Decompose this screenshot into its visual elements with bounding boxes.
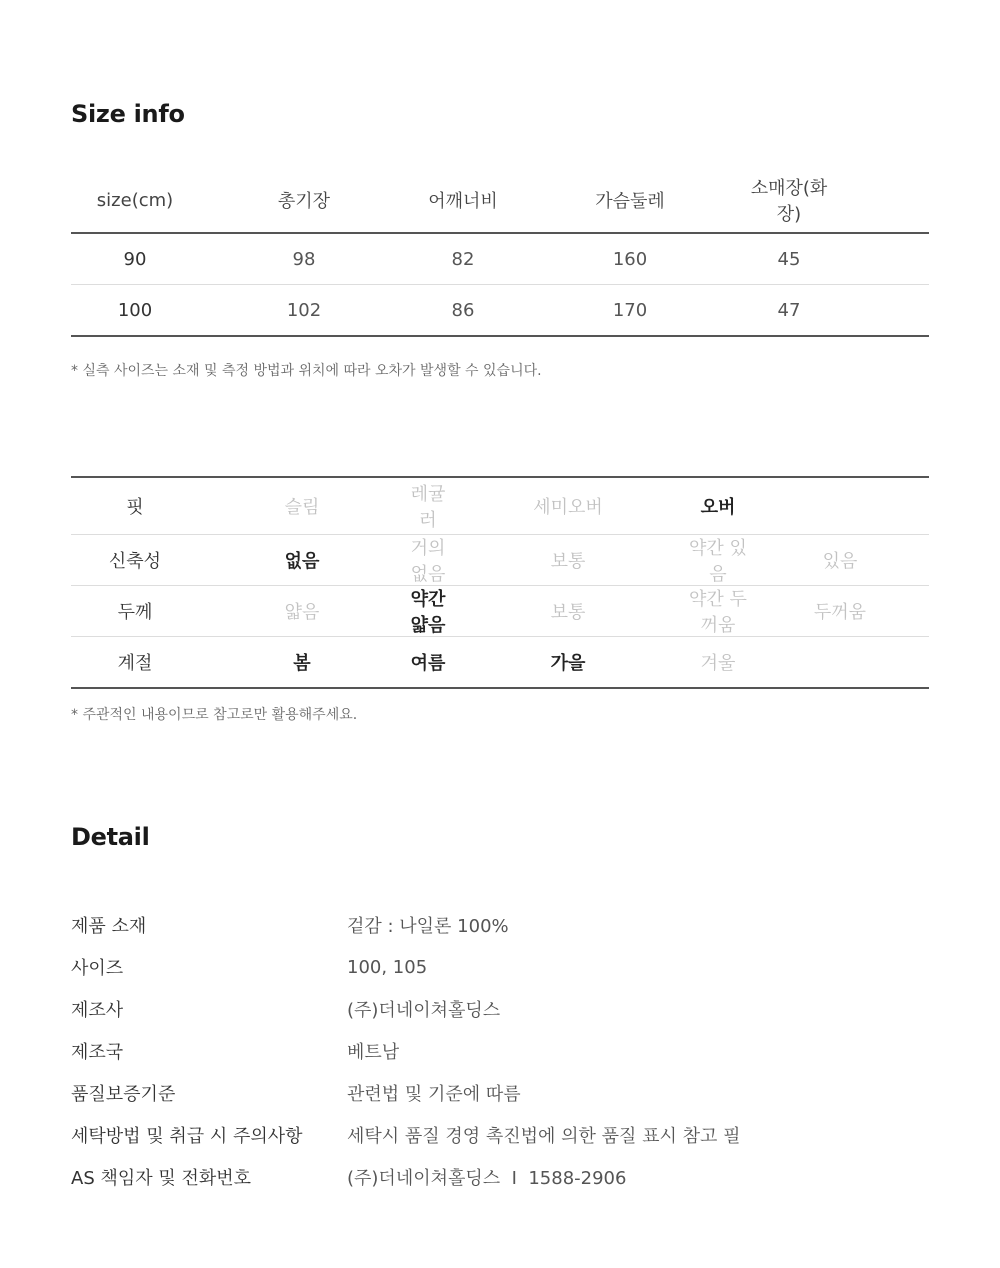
fit-option: 보통 <box>550 602 586 623</box>
detail-title: Detail <box>71 823 150 851</box>
fit-option: 있음 <box>822 551 858 572</box>
detail-value: 100, 105 <box>347 956 428 978</box>
fit-row-label: 계절 <box>117 653 153 674</box>
detail-label: 제조국 <box>71 1042 124 1063</box>
fit-note: * 주관적인 내용이므로 참고로만 활용해주세요. <box>71 707 358 723</box>
fit-option: 겨울 <box>700 653 736 674</box>
fit-option: 약간 있음 <box>689 538 747 585</box>
size-cell: 102 <box>286 299 322 321</box>
fit-option: 두꺼움 <box>813 602 867 623</box>
fit-row-label: 두께 <box>117 602 153 623</box>
fit-table <box>71 476 929 689</box>
fit-row-label: 핏 <box>126 497 144 518</box>
fit-option: 약간 두꺼움 <box>689 589 747 636</box>
size-cell: 90 <box>123 248 147 270</box>
detail-row <box>71 946 929 988</box>
size-header-chest: 가슴둘레 <box>595 191 665 212</box>
fit-row-stretch <box>71 535 929 586</box>
size-note: * 실측 사이즈는 소재 및 측정 방법과 위치에 따라 오차가 발생할 수 있습니다. <box>71 363 542 379</box>
size-header-sleeve: 소매장(화장) <box>750 178 828 225</box>
fit-row-label: 신축성 <box>108 551 162 572</box>
size-cell: 160 <box>612 248 648 270</box>
table-row <box>71 285 929 337</box>
fit-option: 보통 <box>550 551 586 572</box>
detail-label: AS 책임자 및 전화번호 <box>71 1168 252 1189</box>
size-info-title: Size info <box>71 100 185 128</box>
detail-label: 품질보증기준 <box>71 1084 176 1105</box>
fit-option-selected: 가을 <box>550 653 586 674</box>
fit-option: 거의 없음 <box>410 538 446 585</box>
detail-label: 제조사 <box>71 1000 124 1021</box>
size-cell: 45 <box>777 248 801 270</box>
size-header-shoulder: 어깨너비 <box>428 191 498 212</box>
detail-row <box>71 1114 929 1156</box>
size-table <box>71 168 929 337</box>
fit-option-selected: 봄 <box>293 653 311 674</box>
size-cell: 86 <box>451 299 475 321</box>
fit-option: 얇음 <box>284 602 320 623</box>
detail-label: 사이즈 <box>71 958 124 979</box>
detail-row <box>71 904 929 946</box>
detail-row <box>71 1030 929 1072</box>
fit-option: 슬림 <box>284 497 320 518</box>
size-cell: 98 <box>292 248 316 270</box>
size-cell: 170 <box>612 299 648 321</box>
size-table-header <box>71 168 929 234</box>
fit-row-season <box>71 637 929 687</box>
size-cell: 82 <box>451 248 475 270</box>
fit-option-selected: 오버 <box>700 497 736 518</box>
detail-value: 관련법 및 기준에 따름 <box>347 1084 521 1105</box>
fit-option: 레귤러 <box>410 484 446 531</box>
size-header-length: 총기장 <box>277 191 331 212</box>
size-header-size: size(cm) <box>96 189 174 211</box>
detail-list <box>71 904 929 1198</box>
fit-option-selected: 약간 얇음 <box>410 589 446 636</box>
size-cell: 47 <box>777 299 801 321</box>
detail-value: 겉감 : 나일론 100% <box>347 916 509 937</box>
detail-label: 세탁방법 및 취급 시 주의사항 <box>71 1126 303 1147</box>
detail-row <box>71 1072 929 1114</box>
fit-option-selected: 없음 <box>284 551 320 572</box>
fit-option-selected: 여름 <box>410 653 446 674</box>
size-cell: 100 <box>117 299 153 321</box>
detail-value: (주)더네이쳐홀딩스 <box>347 1000 501 1021</box>
detail-row <box>71 1156 929 1198</box>
detail-value: 세탁시 품질 경영 촉진법에 의한 품질 표시 참고 필 <box>347 1126 741 1147</box>
detail-row <box>71 988 929 1030</box>
detail-value: (주)더네이쳐홀딩스 I 1588-2906 <box>347 1168 627 1189</box>
detail-value: 베트남 <box>347 1042 400 1063</box>
detail-label: 제품 소재 <box>71 916 147 937</box>
fit-option: 세미오버 <box>533 497 603 518</box>
fit-row-fit <box>71 478 929 535</box>
fit-row-thickness <box>71 586 929 637</box>
table-row <box>71 234 929 285</box>
